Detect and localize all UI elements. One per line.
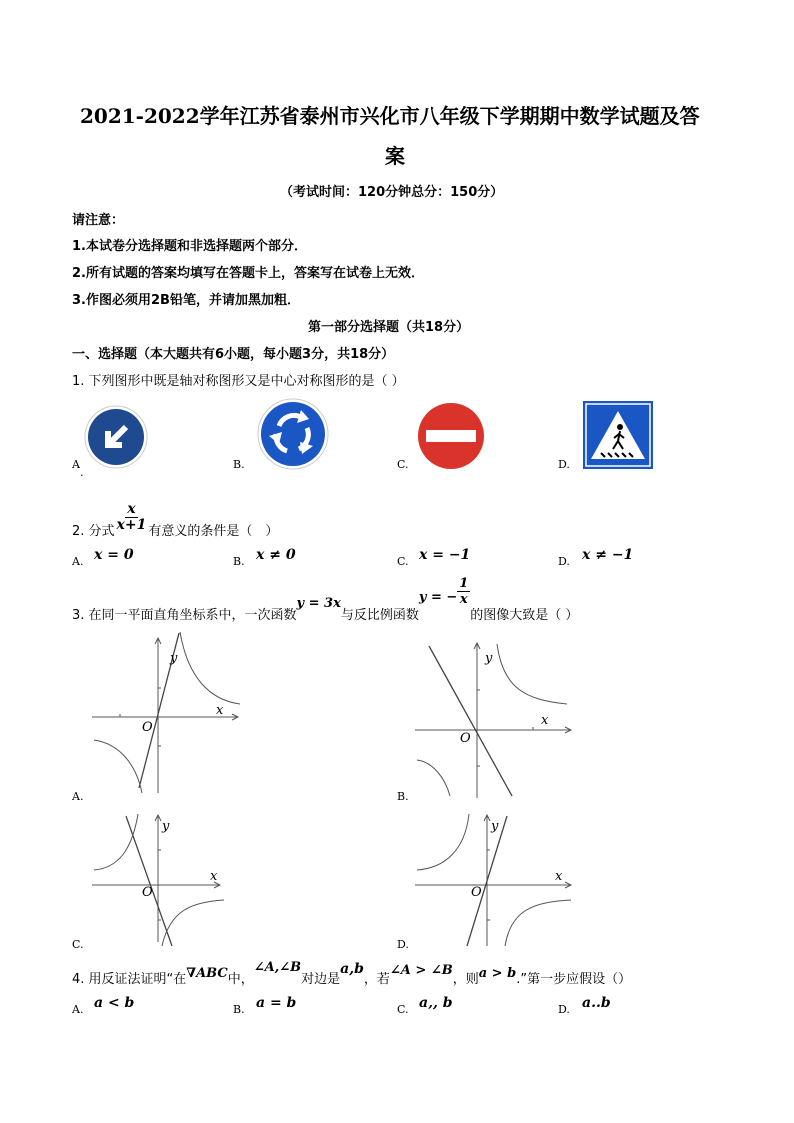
q2-fraction xyxy=(117,502,147,533)
no-entry-sign-icon xyxy=(417,402,485,470)
q2-fraction-numerator: x xyxy=(127,501,136,517)
q4-text-2: 中， xyxy=(227,972,254,987)
q4-triangle: ∇ABC xyxy=(186,966,228,981)
q3-line xyxy=(72,576,578,623)
graph-a-x-label: x xyxy=(216,703,224,718)
q3-graph-c xyxy=(92,810,232,950)
graph-d-x-label: x xyxy=(555,869,563,884)
q4-line xyxy=(72,960,631,987)
q2-option-d-value: x ≠ −1 xyxy=(582,547,634,563)
q1-option-d-label: D. xyxy=(558,458,570,471)
q3-option-c-label: C. xyxy=(72,938,84,951)
q3-option-b-label: B. xyxy=(397,790,409,803)
graph-b-y-label: y xyxy=(485,651,493,666)
q2-option-b-label: B. xyxy=(233,555,245,568)
q4-text-3: 对边是 xyxy=(301,972,341,987)
q4-text-6: .”第一步应假设（） xyxy=(516,972,632,987)
graph-c-origin: O xyxy=(142,885,153,900)
exam-info: （考试时间：120分钟总分：150分） xyxy=(280,185,504,200)
q3-inverse-function-fraction xyxy=(457,576,470,607)
q1-stem: 1. 下列图形中既是轴对称图形又是中心对称图形的是（ ） xyxy=(72,374,405,389)
q4-text-4: ，若 xyxy=(363,972,390,987)
keep-left-sign-icon xyxy=(84,405,148,469)
pedestrian-crossing-sign-icon xyxy=(583,401,653,469)
graph-a-y-label: y xyxy=(170,651,178,666)
q3-text-2: 与反比例函数 xyxy=(340,608,419,623)
q3-graph-a xyxy=(92,628,242,793)
q3-inverse-function-lhs: y = − xyxy=(418,590,458,605)
q4-condition: ∠A > ∠B xyxy=(389,963,453,978)
graph-b-origin: O xyxy=(460,731,471,746)
q2-prefix: 2. 分式 xyxy=(72,524,115,539)
notice-heading: 请注意： xyxy=(72,213,125,228)
document-title-line1: 2021-2022学年江苏省泰州市兴化市八年级下学期期中数学试题及答 xyxy=(80,104,700,128)
q2-line xyxy=(72,496,278,539)
q4-option-a-value: a < b xyxy=(94,995,135,1011)
document-title-line2: 案 xyxy=(385,144,405,168)
q3-option-d-label: D. xyxy=(397,938,409,951)
graph-d-origin: O xyxy=(471,885,482,900)
q3-inverse-function-denominator: x xyxy=(459,592,468,607)
q4-option-d-label: D. xyxy=(558,1003,570,1016)
graph-c-x-label: x xyxy=(210,869,218,884)
q4-option-c-label: C. xyxy=(397,1003,409,1016)
q1-option-a-label: A xyxy=(72,458,80,471)
q2-option-a-label: A. xyxy=(72,555,84,568)
notice-item-2: 2.所有试题的答案均填写在答题卡上，答案写在试卷上无效． xyxy=(72,266,424,281)
q1-option-b-label: B. xyxy=(233,458,245,471)
q2-fraction-denominator: x+1 xyxy=(116,517,147,533)
q2-option-a-value: x = 0 xyxy=(94,547,134,563)
q3-graph-d xyxy=(415,810,575,950)
q3-inverse-function-numerator: 1 xyxy=(459,576,469,591)
notice-item-3: 3.作图必须用2B铅笔，并请加黑加粗． xyxy=(72,293,300,308)
q4-option-c-value: a‚, b xyxy=(419,995,453,1011)
q2-option-c-value: x = −1 xyxy=(419,547,471,563)
roundabout-sign-icon xyxy=(257,398,329,470)
graph-d-y-label: y xyxy=(491,819,499,834)
q3-text-1: 3. 在同一平面直角坐标系中，一次函数 xyxy=(72,608,297,623)
part-heading: 第一部分选择题（共18分） xyxy=(308,320,470,335)
q1-option-c-label: C. xyxy=(397,458,409,471)
q4-text-5: ，则 xyxy=(452,972,479,987)
q4-option-a-label: A. xyxy=(72,1003,84,1016)
graph-c-y-label: y xyxy=(162,819,170,834)
q4-option-d-value: a..b xyxy=(582,995,611,1011)
q4-option-b-label: B. xyxy=(233,1003,245,1016)
q3-linear-function: y = 3x xyxy=(296,596,341,611)
q4-option-b-value: a = b xyxy=(256,995,297,1011)
notice-item-1: 1.本试卷分选择题和非选择题两个部分． xyxy=(72,239,307,254)
q4-conclusion: a > b xyxy=(478,966,517,981)
graph-b-x-label: x xyxy=(541,713,549,728)
q4-text-1: 4. 用反证法证明“在 xyxy=(72,972,187,987)
q2-option-d-label: D. xyxy=(558,555,570,568)
q2-option-b-value: x ≠ 0 xyxy=(256,547,296,563)
q3-option-a-label: A. xyxy=(72,790,84,803)
q2-option-c-label: C. xyxy=(397,555,409,568)
q2-suffix: 有意义的条件是（ ） xyxy=(148,524,279,539)
section-heading: 一、选择题（本大题共有6小题，每小题3分，共18分） xyxy=(72,347,395,362)
q4-angles: ∠A,∠B xyxy=(253,960,302,975)
q3-graph-b xyxy=(415,638,575,798)
q1-option-a-dot: . xyxy=(80,466,84,479)
graph-a-origin: O xyxy=(142,720,153,735)
q4-sides: a,b xyxy=(340,961,364,977)
q3-text-3: 的图像大致是（ ） xyxy=(470,608,579,623)
